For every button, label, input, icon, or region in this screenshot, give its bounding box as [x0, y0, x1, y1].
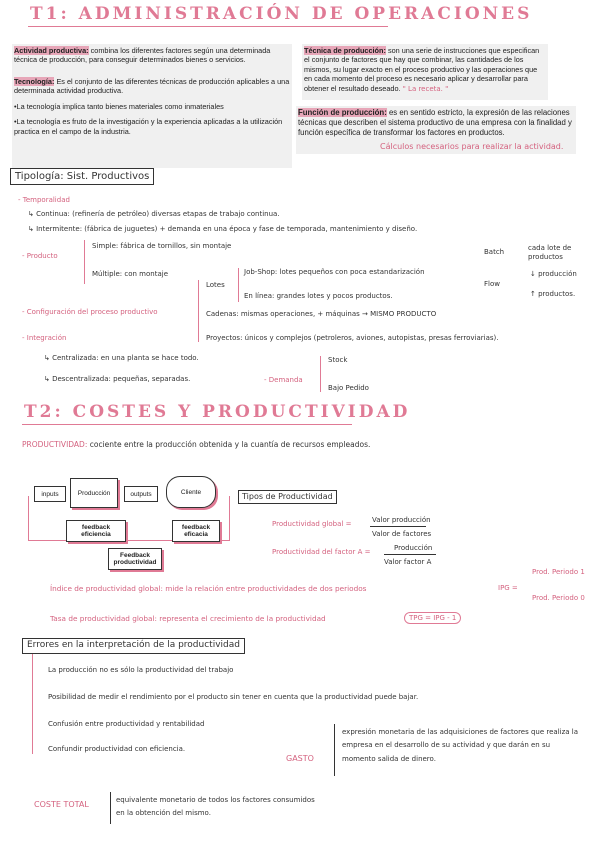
global-denominator: Valor de factores [372, 530, 432, 538]
temporalidad-label: - Temporalidad [18, 196, 70, 204]
funcion-note: Cálculos necesarios para realizar la actividad. [380, 142, 564, 151]
lotes-label: Lotes [206, 281, 225, 289]
stock-text: Stock [328, 356, 348, 364]
produccion-node: Producción [70, 478, 118, 508]
coste-label: COSTE TOTAL [34, 800, 89, 809]
error-2: Posibilidad de medir el rendimiento por el producto sin tener en cuenta que la productividad puede bajar. [48, 693, 419, 701]
factor-denominator: Valor factor A [384, 558, 432, 566]
funcion-text: es en sentido estricto, la expresión de las relaciones técnicas que describen el sistema productivo de una empresa con la finalidad y función específica de transformar los factores en productos. [298, 108, 572, 138]
gasto-label: GASTO [286, 754, 314, 763]
ipg-label: IPG = [498, 584, 518, 592]
demanda-label: - Demanda [264, 376, 303, 384]
multiple-text: Múltiple: con montaje [92, 270, 169, 278]
flow-label: Flow [484, 280, 500, 288]
gasto-bracket [334, 724, 335, 776]
tecnologia-bullet-2: •La tecnología es fruto de la investigación y la experiencia aplicadas a la utilización practica en el campo de la industria. [14, 117, 283, 136]
tecnologia-text: Es el conjunto de las diferentes técnicas de producción aplicables a una determinada actividad productiva. [14, 76, 290, 96]
t2-underline [22, 424, 352, 425]
enlinea-text: En línea: grandes lotes y pocos productos. [244, 292, 393, 300]
tecnologia-bullet-1: •La tecnología implica tanto bienes materiales como inmateriales [14, 101, 224, 111]
global-numerator: Valor producción [372, 516, 431, 524]
ipg-denominator: Prod. Periodo 0 [532, 594, 585, 602]
proyectos-text: Proyectos: únicos y complejos (petroleros, aviones, autopistas, presas ferroviarias). [206, 334, 499, 342]
tipologia-title: Tipología: Sist. Productivos [10, 168, 154, 185]
errores-rail [32, 654, 33, 754]
feedback-eficacia-node: feedback eficacia [172, 520, 220, 542]
cliente-node: Cliente [166, 476, 216, 508]
errores-title: Errores en la interpretación de la productividad [22, 638, 245, 654]
simple-text: Simple: fábrica de tornillos, sin montaje [92, 242, 232, 250]
definitions-box-right [302, 44, 548, 100]
demanda-bracket [320, 356, 321, 392]
integracion-label: - Integración [22, 334, 67, 342]
global-fraction-bar [370, 526, 426, 527]
global-label: Productividad global = [272, 520, 352, 528]
productividad-text: cociente entre la producción obtenida y la cuantía de recursos empleados. [89, 440, 371, 449]
tipos-title: Tipos de Productividad [238, 490, 337, 504]
batch-label: Batch [484, 248, 505, 256]
funcion-label: Función de producción: [298, 108, 387, 117]
ipg-numerator: Prod. Periodo 1 [532, 568, 585, 576]
tecnica-label: Técnica de producción: [304, 46, 386, 55]
flow-note-1: ↓ producción [530, 270, 577, 278]
tasa-text: Tasa de productividad global: representa el crecimiento de la productividad [50, 614, 326, 623]
descentralizada-text: ↳ Descentralizada: pequeñas, separadas. [44, 375, 191, 383]
continua-text: ↳ Continua: (refinería de petróleo) diversas etapas de trabajo continua. [28, 210, 280, 218]
actividad-label: Actividad productiva: [14, 46, 89, 55]
error-1: La producción no es sólo la productividad del trabajo [48, 666, 234, 674]
gasto-text: expresión monetaria de las adquisiciones de factores que realiza la empresa en el desarrollo de su actividad y que darán en su momento salida de dinero. [342, 728, 579, 763]
definitions-box-left [12, 44, 292, 168]
producto-label: - Producto [22, 252, 58, 260]
jobshop-text: Job-Shop: lotes pequeños con poca estandarización [244, 268, 425, 276]
tecnica-text: son una serie de instrucciones que especifican el conjunto de factores que hay que combinar, las cantidades de los mismos, su lugar exacto en el proceso productivo y las operaciones que en cada momento del proceso es necesario aplicar y desarrollar para obtener el resultado deseado. [304, 46, 540, 93]
factor-fraction-bar [384, 554, 436, 555]
indice-text: Índice de productividad global: mide la relación entre productividades de dos periodos [50, 584, 367, 593]
configuracion-bracket [198, 280, 199, 342]
lotes-bracket [238, 268, 239, 302]
tpg-formula: TPG = IPG - 1 [404, 612, 461, 624]
feedback-eficiencia-node: feedback eficiencia [66, 520, 126, 542]
batch-note: cada lote de productos [528, 244, 572, 262]
factor-numerator: Producción [394, 544, 433, 552]
cadenas-text: Cadenas: mismas operaciones, + máquinas → MISMO PRODUCTO [206, 310, 437, 318]
flow-note-2: ↑ productos. [530, 290, 576, 298]
actividad-text: combina los diferentes factores según una determinada técnica de producción, para conseguir determinados bienes o servicios. [14, 46, 271, 65]
outputs-node: outputs [124, 486, 158, 502]
t1-underline [28, 26, 388, 27]
centralizada-text: ↳ Centralizada: en una planta se hace todo. [44, 354, 199, 362]
error-3: Confusión entre productividad y rentabilidad [48, 720, 205, 728]
intermitente-text: ↳ Intermitente: (fábrica de juguetes) + demanda en una época y fase de temporada, mantenimiento y diseño. [28, 225, 418, 233]
tecnologia-label: Tecnología: [14, 76, 55, 86]
error-4: Confundir productividad con eficiencia. [48, 745, 186, 753]
coste-bracket [110, 792, 111, 824]
tecnica-note: " La receta. " [402, 84, 449, 93]
producto-bracket [84, 240, 85, 284]
productividad-label: PRODUCTIVIDAD: [22, 440, 88, 449]
factor-label: Productividad del factor A = [272, 548, 371, 556]
productividad-definition [22, 440, 370, 450]
coste-text: equivalente monetario de todos los factores consumidos en la obtención del mismo. [116, 796, 315, 818]
feedback-productividad-node: Feedback productividad [108, 548, 162, 570]
t1-title: T1: ADMINISTRACIÓN DE OPERACIONES [30, 4, 533, 24]
configuracion-label: - Configuración del proceso productivo [22, 308, 158, 316]
bajo-pedido-text: Bajo Pedido [328, 384, 369, 392]
inputs-node: inputs [34, 486, 66, 502]
t2-title: T2: COSTES Y PRODUCTIVIDAD [24, 402, 411, 422]
